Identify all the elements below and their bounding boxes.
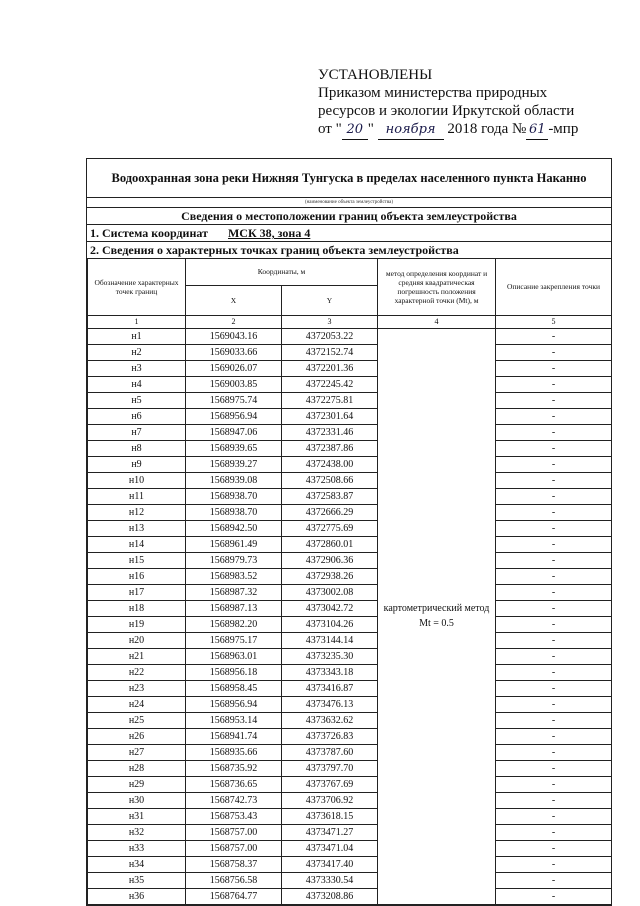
table-row bbox=[88, 360, 612, 376]
point-description: - bbox=[496, 536, 612, 552]
point-description: - bbox=[496, 424, 612, 440]
table-row bbox=[88, 600, 612, 616]
point-name: н23 bbox=[88, 680, 186, 696]
point-name: н28 bbox=[88, 760, 186, 776]
table-row bbox=[88, 648, 612, 664]
point-y: 4373471.27 bbox=[282, 824, 378, 840]
point-description: - bbox=[496, 328, 612, 344]
point-y: 4372438.00 bbox=[282, 456, 378, 472]
points-section-label: 2. Сведения о характерных точках границ объекта землеустройства bbox=[87, 242, 611, 259]
point-x: 1568983.52 bbox=[186, 568, 282, 584]
table-row bbox=[88, 456, 612, 472]
point-name: н9 bbox=[88, 456, 186, 472]
table-row bbox=[88, 856, 612, 872]
point-description: - bbox=[496, 488, 612, 504]
point-y: 4372666.29 bbox=[282, 504, 378, 520]
point-description: - bbox=[496, 632, 612, 648]
section-title: Сведения о местоположении границ объекта землеустройства bbox=[87, 208, 611, 225]
point-y: 4372301.64 bbox=[282, 408, 378, 424]
point-y: 4373416.87 bbox=[282, 680, 378, 696]
column-number: 2 bbox=[186, 315, 282, 328]
table-row bbox=[88, 680, 612, 696]
point-name: н7 bbox=[88, 424, 186, 440]
point-description: - bbox=[496, 648, 612, 664]
table-row bbox=[88, 760, 612, 776]
point-description: - bbox=[496, 520, 612, 536]
point-name: н29 bbox=[88, 776, 186, 792]
point-x: 1568956.94 bbox=[186, 408, 282, 424]
table-row bbox=[88, 696, 612, 712]
point-name: н4 bbox=[88, 376, 186, 392]
table-row bbox=[88, 552, 612, 568]
table-row bbox=[88, 344, 612, 360]
point-name: н3 bbox=[88, 360, 186, 376]
column-numbers-row bbox=[88, 315, 612, 328]
point-description: - bbox=[496, 616, 612, 632]
point-x: 1568953.14 bbox=[186, 712, 282, 728]
point-x: 1568757.00 bbox=[186, 824, 282, 840]
point-y: 4372906.36 bbox=[282, 552, 378, 568]
point-y: 4373706.92 bbox=[282, 792, 378, 808]
table-row bbox=[88, 792, 612, 808]
title-subnote: (наименование объекта землеустройства) bbox=[87, 198, 611, 208]
point-name: н11 bbox=[88, 488, 186, 504]
column-number: 1 bbox=[88, 315, 186, 328]
approval-number: 61 bbox=[526, 121, 548, 140]
point-name: н19 bbox=[88, 616, 186, 632]
table-row bbox=[88, 584, 612, 600]
point-y: 4373618.15 bbox=[282, 808, 378, 824]
approval-quote: " bbox=[367, 121, 374, 137]
point-x: 1568982.20 bbox=[186, 616, 282, 632]
table-row bbox=[88, 424, 612, 440]
table-row bbox=[88, 664, 612, 680]
coordinate-system-row bbox=[87, 225, 611, 242]
point-name: н31 bbox=[88, 808, 186, 824]
point-y: 4373632.62 bbox=[282, 712, 378, 728]
point-x: 1569033.66 bbox=[186, 344, 282, 360]
point-x: 1568938.70 bbox=[186, 488, 282, 504]
point-name: н26 bbox=[88, 728, 186, 744]
point-x: 1568958.45 bbox=[186, 680, 282, 696]
point-x: 1568939.08 bbox=[186, 472, 282, 488]
table-row bbox=[88, 536, 612, 552]
header-coordinates: Координаты, м bbox=[186, 259, 378, 285]
point-x: 1569043.16 bbox=[186, 328, 282, 344]
table-row bbox=[88, 728, 612, 744]
points-table-body bbox=[88, 328, 612, 904]
header-description: Описание закрепления точки bbox=[496, 259, 612, 315]
point-y: 4373235.30 bbox=[282, 648, 378, 664]
approval-suffix: -мпр bbox=[548, 121, 579, 137]
point-name: н32 bbox=[88, 824, 186, 840]
point-name: н20 bbox=[88, 632, 186, 648]
point-y: 4372508.66 bbox=[282, 472, 378, 488]
point-description: - bbox=[496, 856, 612, 872]
table-row bbox=[88, 616, 612, 632]
point-description: - bbox=[496, 808, 612, 824]
point-x: 1568942.50 bbox=[186, 520, 282, 536]
point-x: 1568975.74 bbox=[186, 392, 282, 408]
table-row bbox=[88, 872, 612, 888]
point-y: 4373471.04 bbox=[282, 840, 378, 856]
table-row bbox=[88, 824, 612, 840]
approval-stamp bbox=[318, 66, 618, 140]
point-description: - bbox=[496, 760, 612, 776]
approval-day: 20 bbox=[342, 121, 368, 140]
point-x: 1568764.77 bbox=[186, 888, 282, 904]
point-x: 1568975.17 bbox=[186, 632, 282, 648]
point-y: 4373144.14 bbox=[282, 632, 378, 648]
column-number: 3 bbox=[282, 315, 378, 328]
point-description: - bbox=[496, 696, 612, 712]
table-row bbox=[88, 488, 612, 504]
point-x: 1568987.32 bbox=[186, 584, 282, 600]
point-description: - bbox=[496, 440, 612, 456]
point-x: 1569003.85 bbox=[186, 376, 282, 392]
point-name: н30 bbox=[88, 792, 186, 808]
point-name: н14 bbox=[88, 536, 186, 552]
point-x: 1568935.66 bbox=[186, 744, 282, 760]
header-x: X bbox=[186, 285, 282, 315]
point-description: - bbox=[496, 504, 612, 520]
column-number: 5 bbox=[496, 315, 612, 328]
point-y: 4373787.60 bbox=[282, 744, 378, 760]
point-x: 1568956.18 bbox=[186, 664, 282, 680]
point-y: 4373797.70 bbox=[282, 760, 378, 776]
table-row bbox=[88, 840, 612, 856]
point-x: 1568735.92 bbox=[186, 760, 282, 776]
point-name: н8 bbox=[88, 440, 186, 456]
table-row bbox=[88, 568, 612, 584]
method-cell: картометрический метод Mt = 0.5 bbox=[378, 328, 496, 904]
coordinate-system-label: 1. Система координат bbox=[90, 226, 208, 240]
table-row bbox=[88, 376, 612, 392]
header-designation: Обозначение характерных точек границ bbox=[88, 259, 186, 315]
point-y: 4372053.22 bbox=[282, 328, 378, 344]
point-name: н18 bbox=[88, 600, 186, 616]
point-name: н5 bbox=[88, 392, 186, 408]
approval-month: ноября bbox=[378, 121, 444, 140]
point-name: н27 bbox=[88, 744, 186, 760]
column-number: 4 bbox=[378, 315, 496, 328]
point-x: 1568947.06 bbox=[186, 424, 282, 440]
approval-heading: УСТАНОВЛЕНЫ bbox=[318, 67, 433, 83]
point-description: - bbox=[496, 680, 612, 696]
point-name: н22 bbox=[88, 664, 186, 680]
point-y: 4373476.13 bbox=[282, 696, 378, 712]
point-name: н15 bbox=[88, 552, 186, 568]
point-description: - bbox=[496, 552, 612, 568]
point-y: 4372275.81 bbox=[282, 392, 378, 408]
table-row bbox=[88, 328, 612, 344]
point-description: - bbox=[496, 408, 612, 424]
point-x: 1568736.65 bbox=[186, 776, 282, 792]
point-y: 4373042.72 bbox=[282, 600, 378, 616]
point-description: - bbox=[496, 792, 612, 808]
point-description: - bbox=[496, 360, 612, 376]
point-description: - bbox=[496, 712, 612, 728]
point-x: 1568939.27 bbox=[186, 456, 282, 472]
point-description: - bbox=[496, 600, 612, 616]
point-x: 1568961.49 bbox=[186, 536, 282, 552]
point-name: н12 bbox=[88, 504, 186, 520]
header-y: Y bbox=[282, 285, 378, 315]
point-description: - bbox=[496, 664, 612, 680]
table-row bbox=[88, 408, 612, 424]
table-row bbox=[88, 504, 612, 520]
point-y: 4372583.87 bbox=[282, 488, 378, 504]
point-y: 4372387.86 bbox=[282, 440, 378, 456]
point-x: 1568941.74 bbox=[186, 728, 282, 744]
point-name: н10 bbox=[88, 472, 186, 488]
header-method: метод определения координат и средняя квадратическая погрешность положения характерной точки (Mt), м bbox=[378, 259, 496, 315]
point-y: 4372201.36 bbox=[282, 360, 378, 376]
table-row bbox=[88, 808, 612, 824]
point-x: 1568753.43 bbox=[186, 808, 282, 824]
point-y: 4373330.54 bbox=[282, 872, 378, 888]
approval-date-line bbox=[318, 120, 618, 140]
point-x: 1568757.00 bbox=[186, 840, 282, 856]
point-name: н25 bbox=[88, 712, 186, 728]
point-description: - bbox=[496, 872, 612, 888]
table-row bbox=[88, 712, 612, 728]
point-name: н1 bbox=[88, 328, 186, 344]
point-y: 4372331.46 bbox=[282, 424, 378, 440]
point-y: 4373726.83 bbox=[282, 728, 378, 744]
point-name: н21 bbox=[88, 648, 186, 664]
point-x: 1568742.73 bbox=[186, 792, 282, 808]
point-x: 1568987.13 bbox=[186, 600, 282, 616]
point-x: 1569026.07 bbox=[186, 360, 282, 376]
document-title: Водоохранная зона реки Нижняя Тунгуска в пределах населенного пункта Наканно bbox=[87, 159, 611, 198]
point-name: н2 bbox=[88, 344, 186, 360]
point-x: 1568963.01 bbox=[186, 648, 282, 664]
approval-line-2: Приказом министерства природных bbox=[318, 85, 548, 101]
point-x: 1568956.94 bbox=[186, 696, 282, 712]
point-x: 1568938.70 bbox=[186, 504, 282, 520]
points-table bbox=[87, 259, 612, 905]
point-description: - bbox=[496, 888, 612, 904]
point-description: - bbox=[496, 744, 612, 760]
point-description: - bbox=[496, 392, 612, 408]
point-x: 1568756.58 bbox=[186, 872, 282, 888]
table-row bbox=[88, 744, 612, 760]
point-x: 1568939.65 bbox=[186, 440, 282, 456]
table-row bbox=[88, 440, 612, 456]
point-y: 4373417.40 bbox=[282, 856, 378, 872]
point-y: 4373104.26 bbox=[282, 616, 378, 632]
point-name: н24 bbox=[88, 696, 186, 712]
approval-prefix: от " bbox=[318, 121, 342, 137]
point-description: - bbox=[496, 568, 612, 584]
coordinate-system-value: МСК 38, зона 4 bbox=[227, 226, 311, 240]
point-y: 4372245.42 bbox=[282, 376, 378, 392]
approval-line-3: ресурсов и экологии Иркутской области bbox=[318, 103, 575, 119]
point-name: н34 bbox=[88, 856, 186, 872]
point-x: 1568758.37 bbox=[186, 856, 282, 872]
point-description: - bbox=[496, 824, 612, 840]
table-row bbox=[88, 472, 612, 488]
approval-year: 2018 года № bbox=[447, 121, 527, 137]
table-row bbox=[88, 392, 612, 408]
boundary-document bbox=[86, 158, 612, 906]
point-name: н35 bbox=[88, 872, 186, 888]
point-description: - bbox=[496, 472, 612, 488]
point-y: 4373002.08 bbox=[282, 584, 378, 600]
point-name: н6 bbox=[88, 408, 186, 424]
point-description: - bbox=[496, 376, 612, 392]
point-name: н17 bbox=[88, 584, 186, 600]
point-name: н36 bbox=[88, 888, 186, 904]
point-y: 4373208.86 bbox=[282, 888, 378, 904]
point-description: - bbox=[496, 776, 612, 792]
point-x: 1568979.73 bbox=[186, 552, 282, 568]
point-y: 4372152.74 bbox=[282, 344, 378, 360]
point-description: - bbox=[496, 584, 612, 600]
point-description: - bbox=[496, 728, 612, 744]
point-name: н16 bbox=[88, 568, 186, 584]
point-y: 4373767.69 bbox=[282, 776, 378, 792]
point-y: 4373343.18 bbox=[282, 664, 378, 680]
point-description: - bbox=[496, 456, 612, 472]
table-row bbox=[88, 776, 612, 792]
table-row bbox=[88, 888, 612, 904]
table-row bbox=[88, 520, 612, 536]
point-description: - bbox=[496, 344, 612, 360]
point-name: н33 bbox=[88, 840, 186, 856]
point-name: н13 bbox=[88, 520, 186, 536]
point-y: 4372775.69 bbox=[282, 520, 378, 536]
point-y: 4372938.26 bbox=[282, 568, 378, 584]
point-description: - bbox=[496, 840, 612, 856]
table-row bbox=[88, 632, 612, 648]
point-y: 4372860.01 bbox=[282, 536, 378, 552]
